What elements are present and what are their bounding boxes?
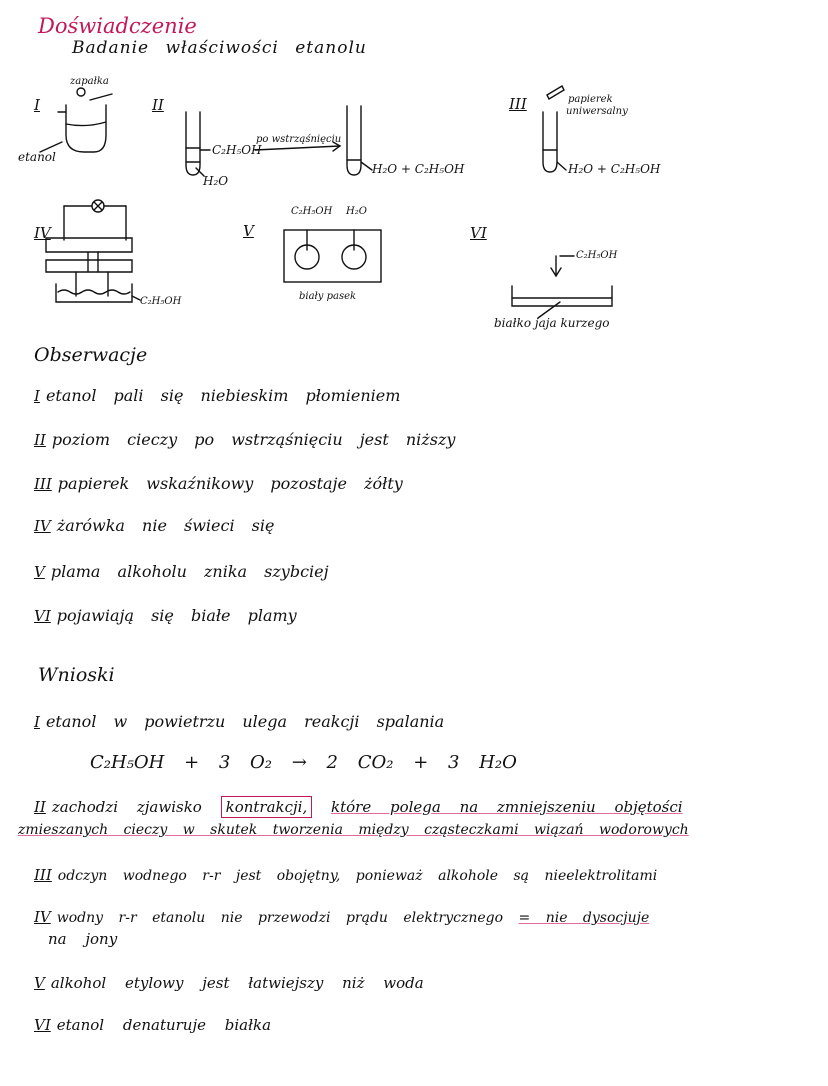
page-subtitle: Badanie właściwości etanolu (72, 38, 367, 58)
exp3-numeral: III (509, 95, 527, 113)
combustion-equation: C₂H₅OH + 3 O₂ → 2 CO₂ + 3 H₂O (90, 752, 517, 773)
observations-heading: Obserwacje (34, 344, 148, 366)
observation-item (34, 516, 274, 535)
conclusion-num: III (34, 866, 52, 884)
conclusion-num: IV (34, 908, 51, 926)
contraction-highlight: kontrakcji, (221, 796, 313, 818)
conclusion-text-pre: zachodzi zjawisko (51, 798, 202, 816)
exp2-arrow-label: po wstrząśnięciu (256, 134, 342, 145)
observation-num: I (34, 387, 40, 405)
observation-item (34, 386, 400, 405)
observation-item (34, 430, 455, 449)
observation-text: pojawiają się białe plamy (56, 606, 297, 625)
exp4-numeral: IV (34, 224, 51, 242)
exp2-water-label: H₂O (203, 174, 229, 188)
conclusion-continuation: na jony (48, 930, 118, 948)
exp1-match-label: zapałka (70, 76, 109, 87)
exp6-dish-drawing (512, 256, 612, 318)
observation-num: III (34, 475, 52, 493)
observation-text: etanol pali się niebieskim płomieniem (45, 386, 401, 405)
observation-num: IV (34, 517, 51, 535)
observation-item (34, 474, 403, 493)
conclusion-num: VI (34, 1016, 51, 1034)
exp2-ethanol-label: C₂H₅OH (212, 143, 262, 157)
exp6-egg-label: białko jaja kurzego (494, 316, 610, 330)
conclusions-heading: Wnioski (38, 664, 115, 686)
observation-num: VI (34, 607, 51, 625)
exp3-universal-label: uniwersalny (566, 106, 628, 117)
no-dissociation-highlight: = nie dysocjuje (518, 910, 650, 926)
observation-text: papierek wskaźnikowy pozostaje żółty (57, 474, 403, 493)
conclusion-item (34, 1016, 271, 1034)
exp4-liquid-label: C₂H₅OH (140, 296, 182, 307)
conclusion-text: odczyn wodnego r-r jest obojętny, ponieważ alkohole są nieelektrolitami (57, 868, 658, 884)
exp1-ethanol-label: etanol (18, 150, 56, 164)
exp5-strip-label: biały pasek (299, 291, 357, 302)
conclusion-text: wodny r-r etanolu nie przewodzi prądu elektrycznego (56, 910, 504, 926)
exp6-numeral: VI (470, 224, 487, 242)
conclusion-num: V (34, 974, 45, 992)
exp3-tube-drawing (543, 86, 566, 172)
conclusion-item (34, 908, 649, 926)
exp5-water-label: H₂O (346, 206, 367, 217)
exp1-beaker-drawing (40, 88, 112, 152)
observation-num: V (34, 563, 45, 581)
observation-text: plama alkoholu znika szybciej (50, 562, 329, 581)
conclusion-num: II (34, 798, 46, 816)
conclusion-continuation: zmieszanych cieczy w skutek tworzenia między cząsteczkami wiązań wodorowych (18, 822, 689, 838)
exp3-result-label: H₂O + C₂H₅OH (568, 162, 661, 176)
exp2-numeral: II (152, 96, 164, 114)
exp2-result-label: H₂O + C₂H₅OH (372, 162, 465, 176)
exp6-reagent-label: C₂H₅OH (576, 250, 618, 261)
exp5-ethanol-label: C₂H₅OH (291, 206, 333, 217)
conclusion-item (34, 866, 657, 884)
conclusion-item (34, 798, 683, 816)
conclusion-item (34, 712, 444, 731)
conclusion-text-post: które polega na zmniejszeniu objętości (331, 798, 683, 816)
exp4-apparatus-drawing (46, 200, 140, 302)
conclusion-text: alkohol etylowy jest łatwiejszy niż woda (50, 974, 424, 992)
exp1-numeral: I (34, 96, 40, 114)
observation-text: poziom cieczy po wstrząśnięciu jest niższy (51, 430, 456, 449)
observation-num: II (34, 431, 46, 449)
observation-text: żarówka nie świeci się (56, 516, 275, 535)
observation-item (34, 562, 329, 581)
exp3-paper-label: papierek (568, 94, 613, 105)
conclusion-num: I (34, 713, 40, 731)
conclusion-text: etanol w powietrzu ulega reakcji spalania (45, 712, 445, 731)
page-title: Doświadczenie (38, 14, 197, 38)
conclusion-text: etanol denaturuje białka (56, 1016, 272, 1034)
conclusion-item (34, 974, 424, 992)
observation-item (34, 606, 297, 625)
exp5-numeral: V (243, 222, 254, 240)
exp5-strip-drawing (284, 230, 381, 282)
